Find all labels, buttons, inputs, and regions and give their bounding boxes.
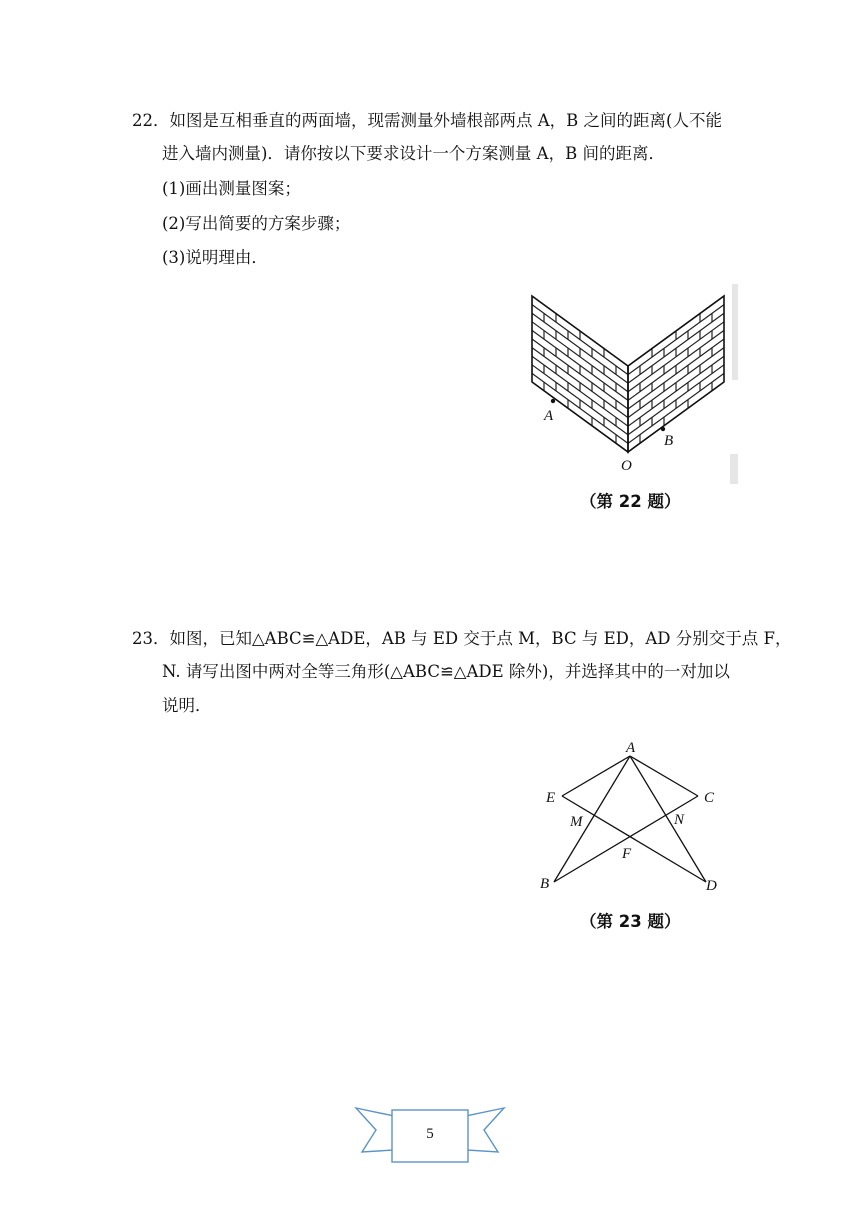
q22-sub-1: (1)画出测量图案； <box>162 179 301 198</box>
q23-triangle-figure <box>530 736 730 906</box>
label-m: M <box>570 814 583 830</box>
q22-sub-2: (2)写出简要的方案步骤； <box>162 214 351 233</box>
label-b: B <box>540 876 550 892</box>
q22-line-2: 进入墙内测量)．请你按以下要求设计一个方案测量 A，B 间的距离． <box>162 144 665 163</box>
label-a: A <box>626 740 636 756</box>
segment-ad <box>630 756 706 882</box>
segment-ab <box>554 756 630 882</box>
q23-line-1: 23．如图，已知△ABC≌△ADE，AB 与 ED 交于点 M，BC 与 ED，AD 分别交于点 F， <box>132 629 792 648</box>
page-number: 5 <box>426 1126 434 1142</box>
label-b: B <box>664 433 674 449</box>
label-a: A <box>544 408 554 424</box>
q22-sub-3: (3)说明理由． <box>162 248 268 267</box>
segment-bc <box>554 796 698 882</box>
segment-ed <box>562 796 706 882</box>
point-a <box>551 399 555 403</box>
label-d: D <box>706 878 717 894</box>
point-b <box>661 427 665 431</box>
q23-figure-caption: （第 23 题） <box>580 912 681 931</box>
label-f: F <box>622 846 632 862</box>
q22-line-1: 22．如图是互相垂直的两面墙，现需测量外墙根部两点 A，B 之间的距离(人不能 <box>132 111 722 130</box>
q22-wall-figure <box>520 284 740 484</box>
label-e: E <box>546 790 556 806</box>
q23-line-3: 说明． <box>162 696 212 715</box>
label-n: N <box>674 812 685 828</box>
segment-ae <box>562 756 630 796</box>
q23-line-2: N. 请写出图中两对全等三角形(△ABC≌△ADE 除外)，并选择其中的一对加以 <box>162 662 730 681</box>
label-o: O <box>621 458 632 474</box>
segment-ac <box>630 756 698 796</box>
label-c: C <box>704 790 715 806</box>
q22-figure-caption: （第 22 题） <box>580 492 681 511</box>
